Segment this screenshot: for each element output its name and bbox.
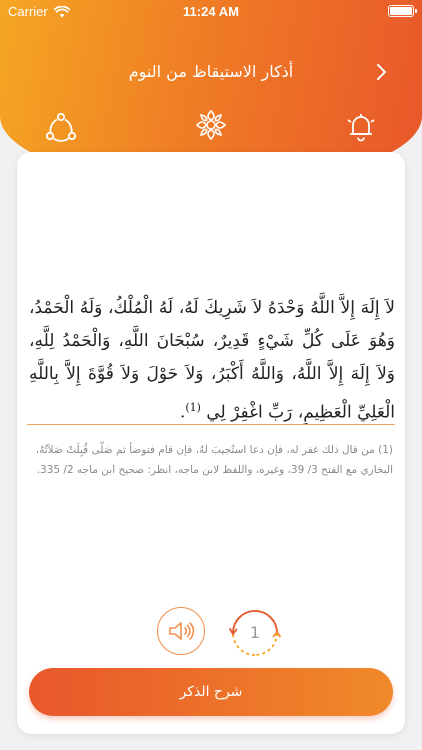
explain-dhikr-button[interactable]: شرح الذكر	[29, 668, 393, 716]
play-sound-button[interactable]	[157, 607, 205, 655]
divider	[27, 424, 395, 425]
page-title: أذكار الاستيقاظ من النوم	[128, 62, 294, 81]
dhikr-card	[17, 152, 405, 734]
dhikr-body: لاَ إِلَهَ إِلاَّ اللَّهُ وَحْدَهُ لاَ شَرِيكَ لَهُ، لَهُ الْمُلْكُ، وَلَهُ الْحَمْدُ، وَهُوَ عَلَى كُلِّ شَيْءٍ قَدِيرٌ، سُبْحَانَ اللَّهِ، وَالْحَمْدُ لِلَّهِ، وَلاَ إِلَهَ إِلاَّ اللَّهُ، وَاللَّهُ أَكْبَرُ، وَلاَ حَوْلَ وَلاَ قُوَّةَ إِلاَّ بِاللَّهِ الْعَلِيِّ الْعَظِيمِ، رَبِّ اغْفِرْ لِي	[29, 298, 395, 423]
dhikr-end: .	[179, 402, 186, 423]
bell-icon[interactable]	[344, 110, 378, 144]
status-bar	[0, 0, 422, 24]
share-icon[interactable]	[44, 110, 78, 144]
counter-value: 1	[249, 623, 261, 642]
clock: 11:24 AM	[183, 4, 239, 19]
counter-button[interactable]	[229, 607, 281, 659]
carrier-label: Carrier	[8, 4, 48, 19]
chevron-right-icon[interactable]	[372, 60, 392, 84]
speaker-icon	[167, 619, 195, 643]
footnote-ref: (1)	[185, 401, 201, 414]
battery-icon	[388, 5, 414, 17]
source-note: (1) من قال ذلك غفر له، فإن دعا استُجيبَ لهُ، فإن قام فتوضأ ثم صَلّى قُبِلَتْ صَلاَتُهُ، البخاري مع الفتح 3/ 39، وغيره، واللفظ لابن ماجه، انظر: صحيح ابن ماجه 2/ 335.	[35, 444, 393, 476]
toolbar	[0, 108, 422, 148]
dhikr-text	[29, 292, 395, 430]
flower-icon[interactable]	[194, 108, 228, 142]
